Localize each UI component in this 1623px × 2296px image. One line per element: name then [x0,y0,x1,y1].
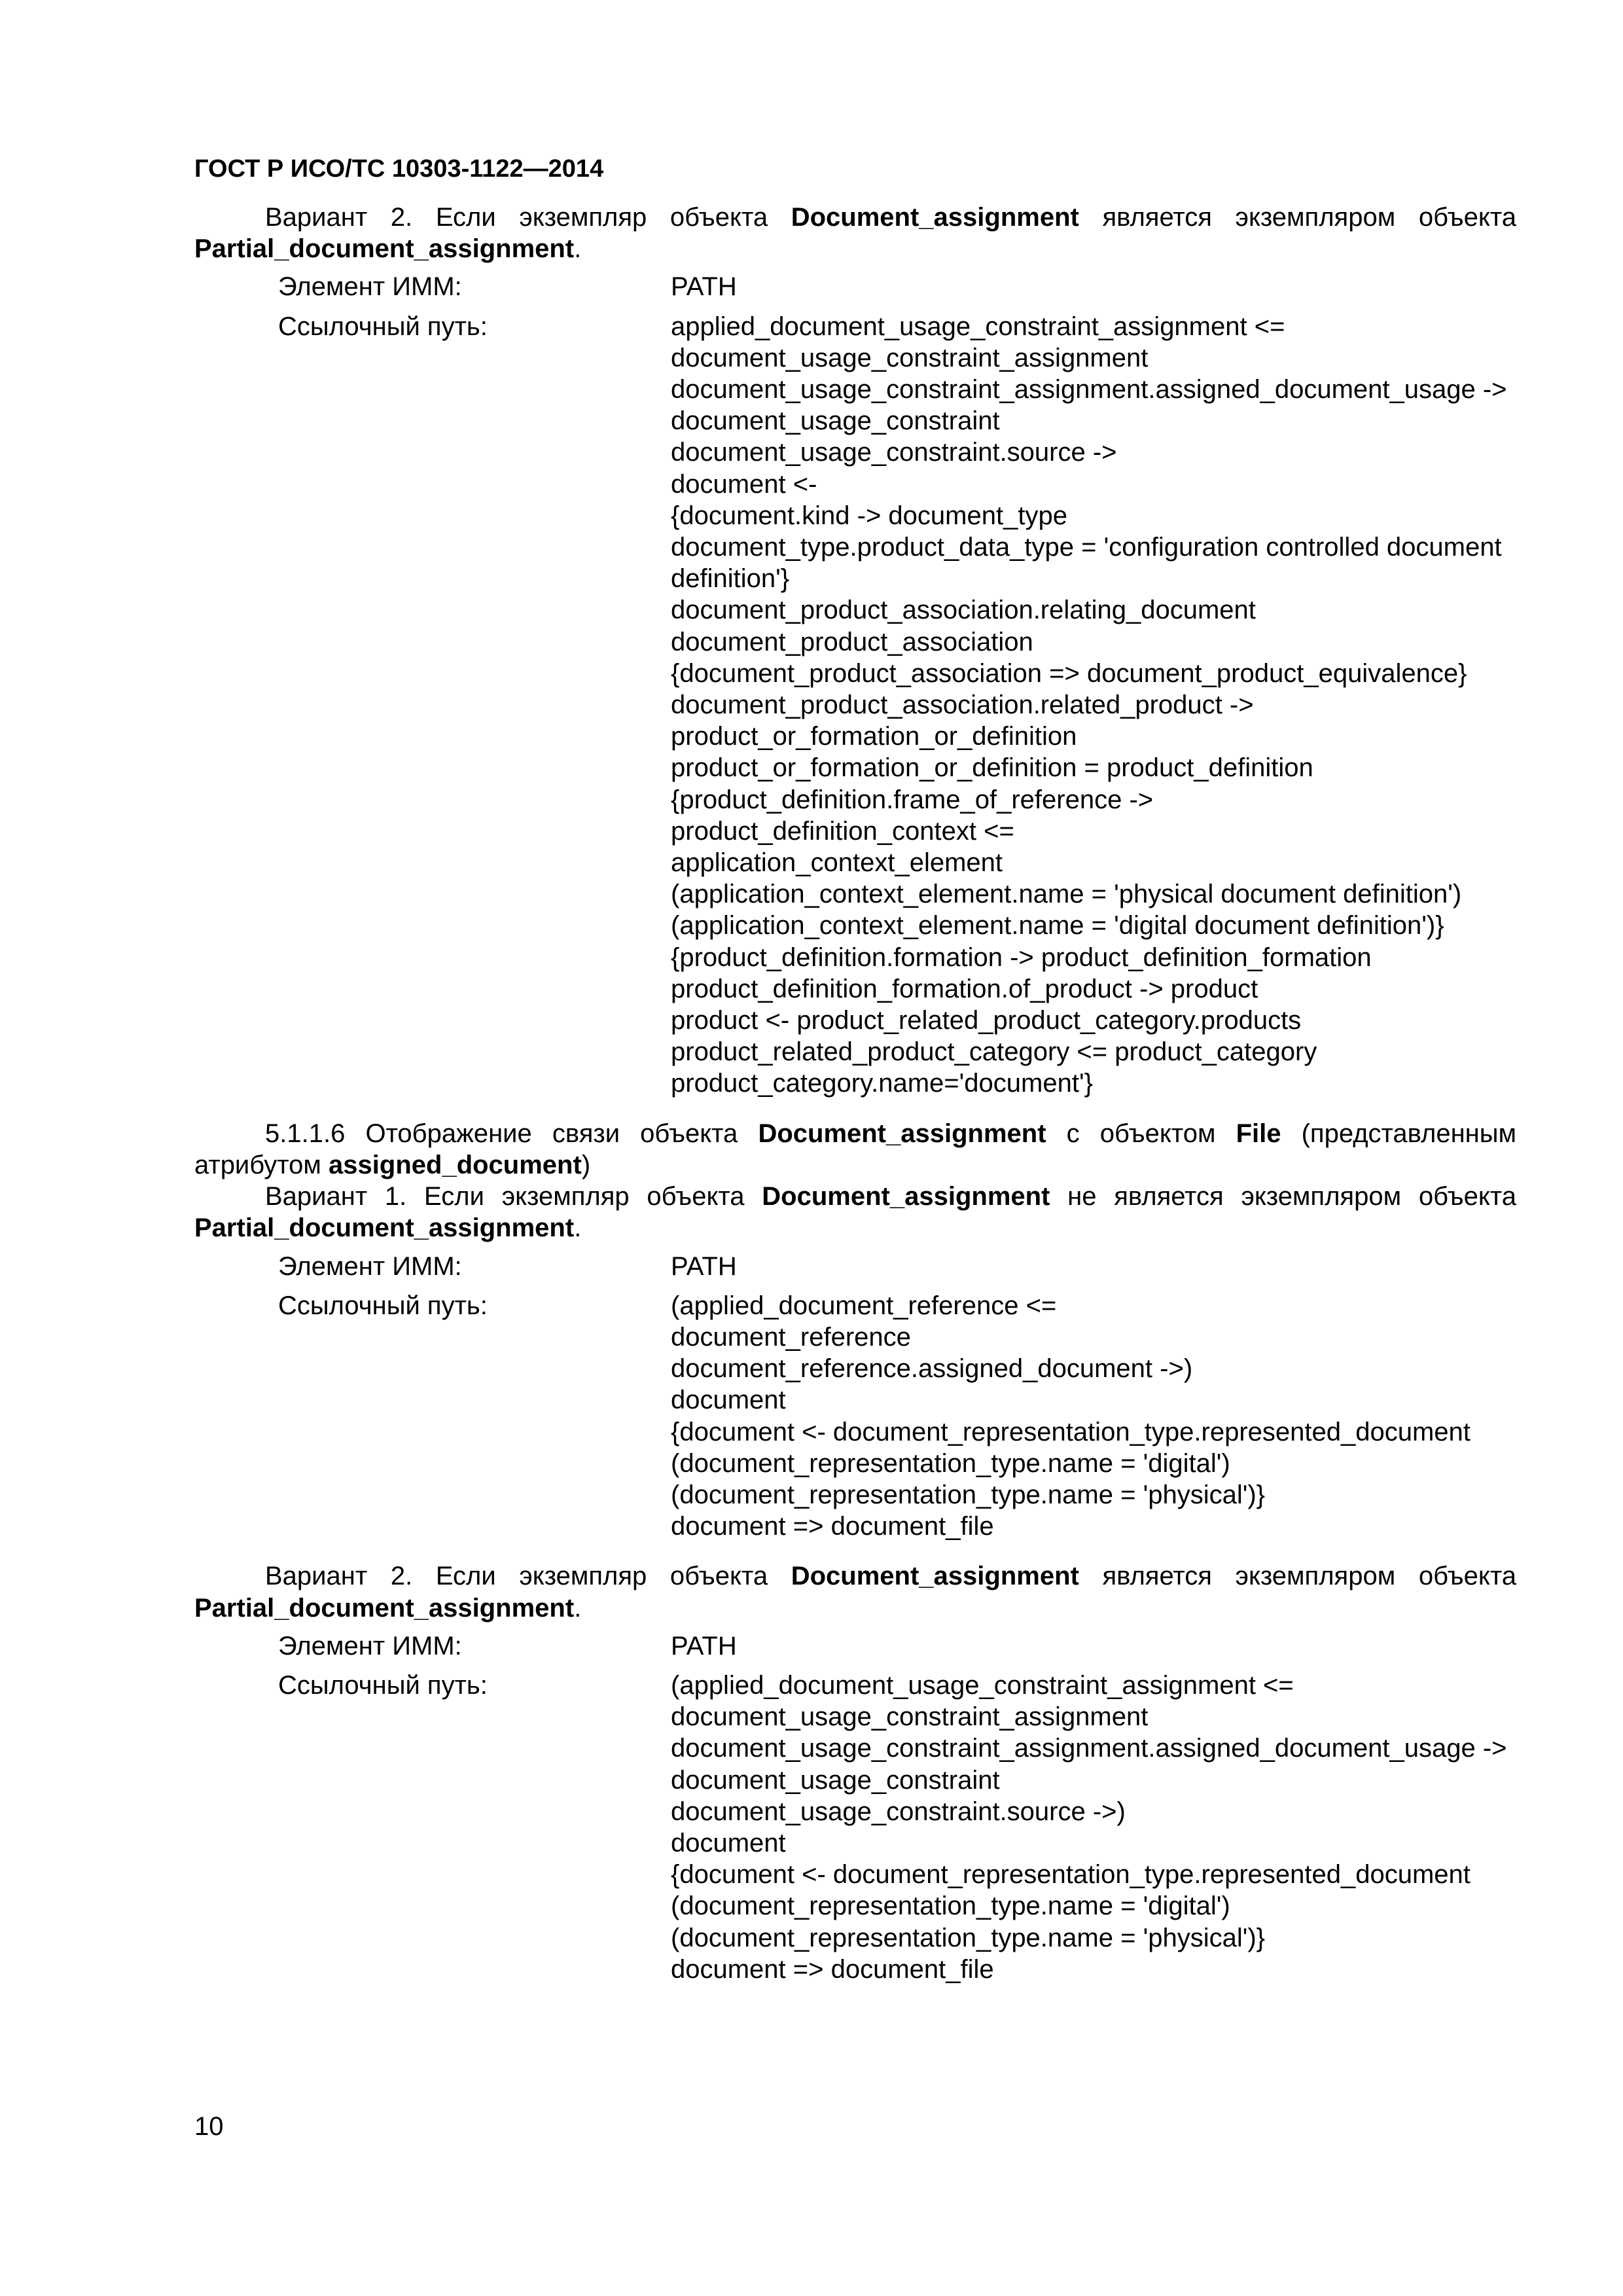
path-line: document [671,1828,786,1857]
entity-name: Document_assignment [762,1182,1050,1211]
path-line: {product_definition.frame_of_reference -> [671,785,1154,814]
path-line: (application_context_element.name = 'digital document definition')} [671,911,1444,941]
reference-path [671,1670,1522,1985]
intro-text: . [574,1593,582,1623]
element-label: Элемент ИММ: [278,1251,462,1281]
page-number: 10 [194,2112,224,2141]
mapping-table [278,1251,1516,1543]
path-line: document => document_file [671,1954,994,1984]
entity-name: File [1236,1119,1281,1148]
entity-name: Partial_document_assignment [194,1213,575,1243]
element-value: PATH [671,1631,737,1660]
entity-name: Document_assignment [791,203,1079,232]
attribute-name: assigned_document [329,1150,582,1179]
path-label: Ссылочный путь: [278,1670,488,1700]
intro-text: является экземпляром объекта [1079,203,1516,232]
path-line: {document.kind -> document_type [671,501,1067,530]
path-line: document_usage_constraint [671,406,1000,436]
path-line: document_product_association [671,627,1033,656]
path-line: (document_representation_type.name = 'digital') [671,1892,1230,1921]
path-line: product_category.name='document'} [671,1069,1093,1098]
path-line: product_or_formation_or_definition = product_definition [671,753,1313,783]
intro-text: . [574,1213,582,1243]
path-line: document => document_file [671,1512,994,1541]
intro-text: . [574,234,582,264]
section-text: 5.1.1.6 Отображение связи объекта [265,1119,758,1148]
document-code-header: ГОСТ Р ИСО/ТС 10303-1122—2014 [194,155,604,183]
path-line: {document <- document_representation_type.represented_document [671,1417,1471,1446]
path-line: document <- [671,469,817,499]
path-line: applied_document_usage_constraint_assignment <= [671,312,1285,341]
element-label: Элемент ИММ: [278,272,462,302]
path-line: document_type.product_data_type = 'configuration controlled document [671,533,1502,562]
path-line: document_usage_constraint.source ->) [671,1797,1126,1826]
path-line: (document_representation_type.name = 'digital') [671,1448,1230,1478]
path-line: {document_product_association => document_product_equivalence} [671,658,1467,688]
path-line: product_related_product_category <= product_category [671,1037,1317,1067]
section-text: (представленным атрибутом [194,1119,1516,1179]
entity-name: Partial_document_assignment [194,1593,575,1623]
section-text: ) [581,1150,591,1179]
path-line: (applied_document_reference <= [671,1291,1057,1320]
intro-text: Вариант 1. Если экземпляр объекта [265,1182,762,1211]
section-text: с объектом [1046,1119,1236,1148]
path-line: document_product_association.related_product -> [671,691,1254,720]
path-line: (application_context_element.name = 'physical document definition') [671,880,1462,909]
section-5-1-1-6 [194,1118,1516,1181]
path-line: application_context_element [671,848,1003,878]
mapping-table [278,1630,1516,1985]
path-line: product_definition_formation.of_product -> product [671,974,1258,1003]
reference-path [671,311,1522,1100]
intro-text: не является экземпляром объекта [1050,1182,1516,1211]
path-line: document_reference.assigned_document ->) [671,1354,1193,1384]
intro-text: является экземпляром объекта [1079,1562,1516,1591]
path-line: document_usage_constraint_assignment.assigned_document_usage -> [671,375,1507,404]
variant-2-intro [194,1560,1516,1623]
variant-1-intro [194,1181,1516,1244]
path-line: document_usage_constraint [671,1765,1000,1795]
path-line: document_usage_constraint_assignment.assigned_document_usage -> [671,1734,1507,1763]
intro-text: Вариант 2. Если экземпляр объекта [265,1562,791,1591]
path-line: product <- product_related_product_category.products [671,1006,1302,1035]
path-line: document_usage_constraint_assignment [671,1702,1149,1732]
path-line: (document_representation_type.name = 'physical')} [671,1480,1266,1509]
path-line: product_definition_context <= [671,816,1014,846]
entity-name: Document_assignment [791,1562,1079,1591]
path-line: product_or_formation_or_definition [671,722,1077,751]
path-line: (document_representation_type.name = 'physical')} [671,1923,1266,1952]
path-line: {product_definition.formation -> product_definition_formation [671,942,1372,972]
path-line: document_usage_constraint_assignment [671,343,1149,372]
path-line: (applied_document_usage_constraint_assignment <= [671,1670,1294,1700]
page-content [194,202,1516,1985]
entity-name: Partial_document_assignment [194,234,575,264]
path-line: definition'} [671,564,790,594]
entity-name: Document_assignment [758,1119,1046,1148]
element-value: PATH [671,1251,737,1281]
mapping-table [278,271,1516,1099]
path-line: document_reference [671,1322,911,1352]
element-value: PATH [671,272,737,302]
path-line: document_usage_constraint.source -> [671,438,1117,467]
intro-text: Вариант 2. Если экземпляр объекта [265,203,791,232]
path-label: Ссылочный путь: [278,1291,488,1320]
path-line: document_product_association.relating_document [671,596,1256,625]
element-label: Элемент ИММ: [278,1631,462,1660]
variant-2-intro [194,202,1516,264]
path-line: {document <- document_representation_type.represented_document [671,1860,1471,1890]
path-line: document [671,1386,786,1415]
reference-path [671,1290,1522,1543]
path-label: Ссылочный путь: [278,312,488,341]
